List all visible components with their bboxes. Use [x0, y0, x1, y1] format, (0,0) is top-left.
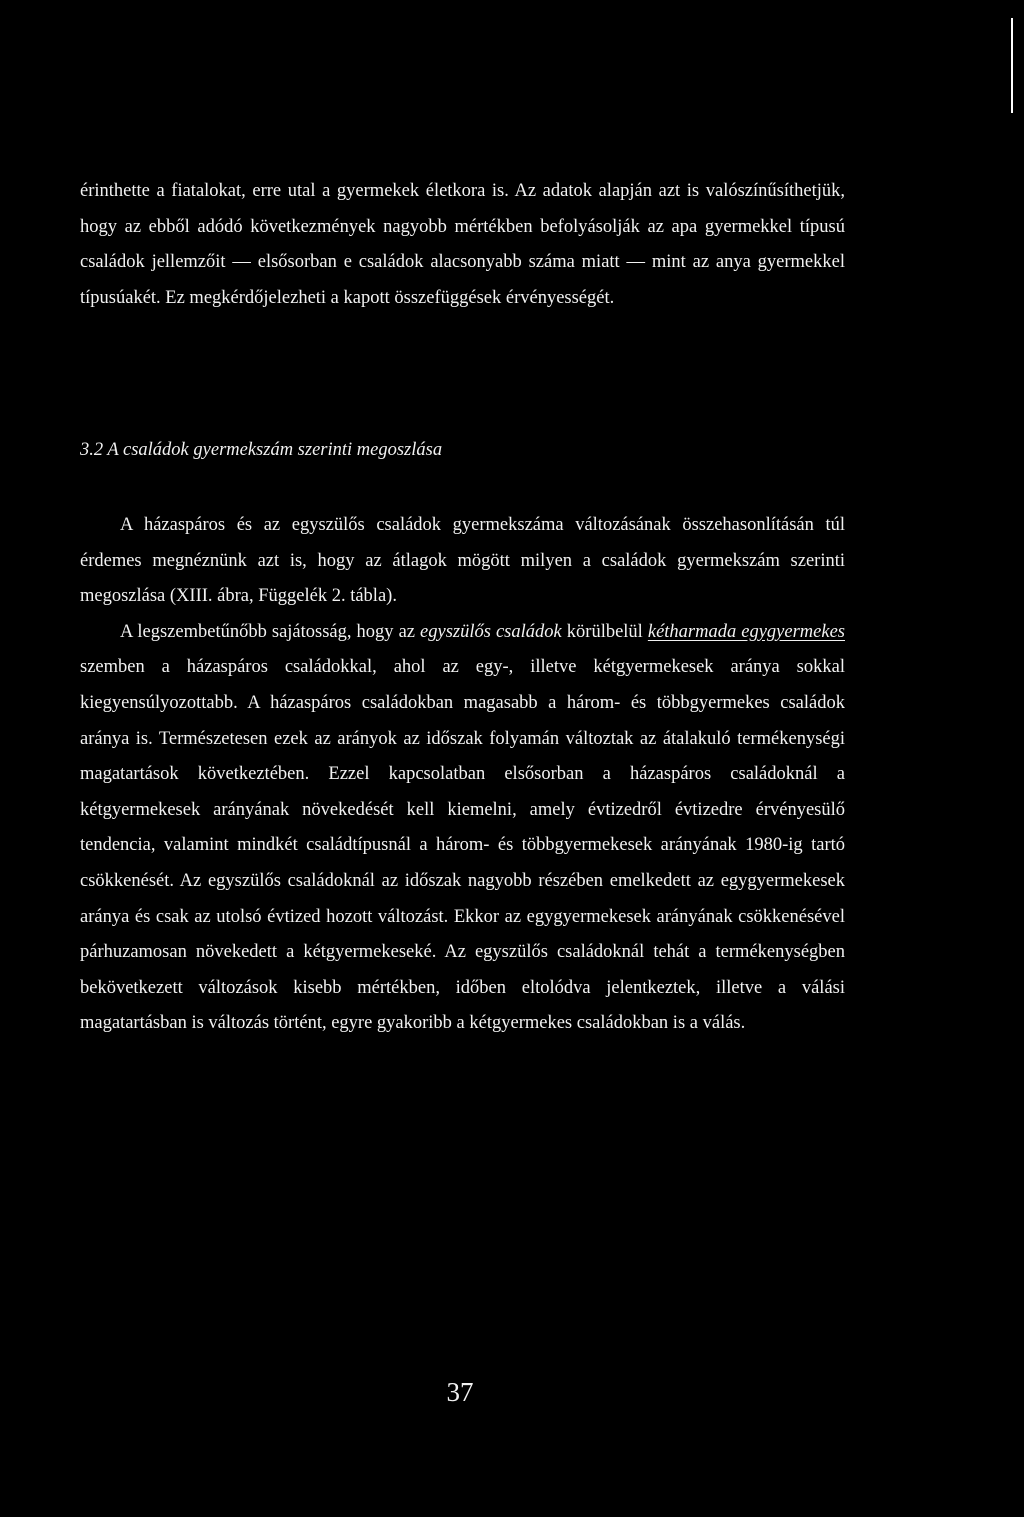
paragraph-2	[80, 615, 845, 1042]
paragraph-2-text-3: szemben a házaspáros családokkal, ahol az egy-, illetve kétgyermekesek aránya sokkal kiegyensúlyozottabb. A házaspáros családokban magasabb a három- és többgyermekes családok aránya is. Természetesen ezek az arányok az időszak folyamán változtak az átalakuló termékenységi magatartások következtében. Ezzel kapcsolatban elsősorban a házaspáros családoknál a kétgyermekesek arányának növekedését kell kiemelni, amely évtizedről évtizedre érvényesülő tendencia, valamint mindkét családtípusnál a három- és többgyermekesek arányának 1980-ig tartó csökkenését. Az egyszülős családoknál az időszak nagyobb részében emelkedett az egygyermekesek aránya és csak az utolsó évtized hozott változást. Ekkor az egygyermekesek arányának csökkenésével párhuzamosan növekedett a kétgyermekeseké. Az egyszülős családoknál tehát a termékenységben bekövetkezett változások kisebb mértékben, időben eltolódva jelentkeztek, illetve a válási magatartásban is változás történt, egyre gyakoribb a kétgyermekes családokban is a válás.	[80, 657, 845, 1034]
section-heading: 3.2 A családok gyermekszám szerinti megoszlása	[80, 440, 443, 460]
paragraph-1: A házaspáros és az egyszülős családok gyermekszáma változásának összehasonlításán túl érdemes megnéznünk azt is, hogy az átlagok mögött milyen a családok gyermekszám szerinti megoszlása (XIII. ábra, Függelék 2. tábla).	[80, 515, 845, 607]
page-number: 37	[446, 1377, 474, 1407]
paragraph-2-emphasis-1: egyszülős családok	[420, 621, 562, 642]
section-body	[80, 508, 845, 1042]
intro-text-block	[80, 174, 845, 316]
paragraph-2-emphasis-2: kétharmada egygyermekes	[647, 621, 845, 642]
paragraph-2-text-1: A legszembetűnőbb sajátosság, hogy az	[120, 621, 421, 642]
paragraph-2-text-2: körülbelül	[561, 621, 648, 642]
scan-edge-line	[1011, 18, 1013, 113]
intro-paragraph: érinthette a fiatalokat, erre utal a gyermekek életkora is. Az adatok alapján azt is valószínűsíthetjük, hogy az ebből adódó következmények nagyobb mértékben befolyásolják az apa gyermekkel típusú családok jellemzőit — elsősorban e családok alacsonyabb száma miatt — mint az anya gyermekkel típusúakét. Ez megkérdőjelezheti a kapott összefüggések érvényességét.	[80, 181, 845, 308]
